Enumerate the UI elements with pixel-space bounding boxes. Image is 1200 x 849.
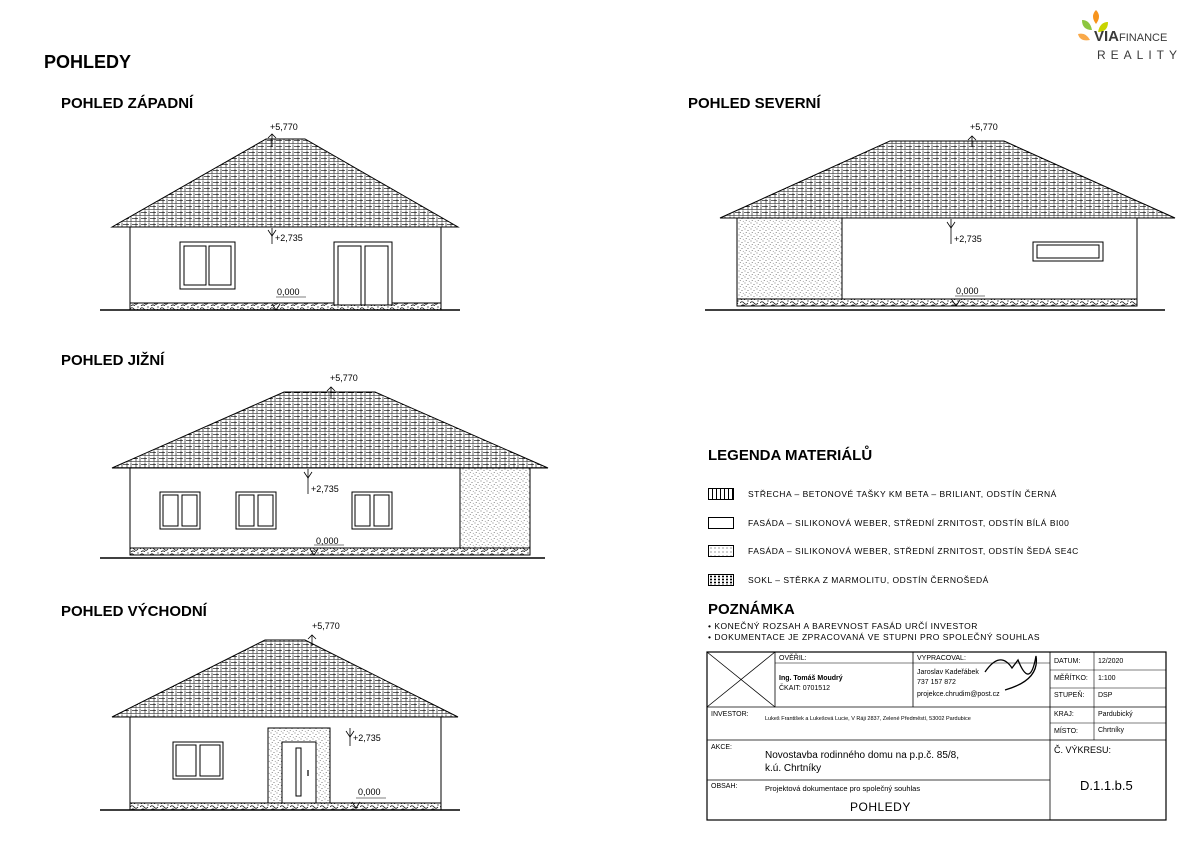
tb-overil-ckait: ČKAIT: 0701512 [779, 685, 830, 692]
tb-investor-value: Lukeš František a Lukešová Lucie, V Ráji 2837, Zelené Předměstí, 53002 Pardubice [765, 716, 971, 722]
tb-stupen-label: STUPEŇ: [1054, 692, 1085, 699]
view-west-title: POHLED ZÁPADNÍ [61, 95, 194, 112]
tb-kraj-label: KRAJ: [1054, 711, 1074, 718]
note-line: • KONEČNÝ ROZSAH A BAREVNOST FASÁD URČÍ INVESTOR [708, 621, 978, 631]
tb-vypracoval-name: Jaroslav Kadeřábek [917, 669, 979, 676]
tb-akce-line1: Novostavba rodinného domu na p.p.č. 85/8, [765, 750, 960, 761]
tb-obsah-label: OBSAH: [711, 783, 738, 790]
note-title: POZNÁMKA [708, 601, 795, 618]
tb-vypracoval-label: VYPRACOVAL: [917, 655, 966, 662]
east-ground-level: 0,000 [358, 787, 381, 797]
page-title: POHLEDY [44, 52, 132, 72]
legend-text: STŘECHA – BETONOVÉ TAŠKY KM BETA – BRILIANT, ODSTÍN ČERNÁ [748, 489, 1057, 499]
tb-akce-label: AKCE: [711, 744, 733, 751]
tb-vypracoval-email: projekce.chrudim@post.cz [917, 691, 1000, 698]
tb-akce-line2: k.ú. Chrtníky [765, 763, 822, 774]
tb-misto-value: Chrtníky [1098, 727, 1125, 734]
tb-overil-name: Ing. Tomáš Moudrý [779, 675, 843, 682]
signature [985, 656, 1036, 690]
logo-finance-text: FINANCE [1119, 32, 1168, 44]
west-ridge-level: +5,770 [270, 122, 298, 132]
legend-text: SOKL – STĚRKA Z MARMOLITU, ODSTÍN ČERNOŠEDÁ [748, 575, 989, 585]
tb-misto-label: MÍSTO: [1054, 728, 1078, 735]
legend-text: FASÁDA – SILIKONOVÁ WEBER, STŘEDNÍ ZRNITOST, ODSTÍN ŠEDÁ SE4C [748, 546, 1079, 556]
north-eaves-level: +2,735 [954, 234, 982, 244]
tb-investor-label: INVESTOR: [711, 711, 749, 718]
tb-vypracoval-phone: 737 157 872 [917, 679, 956, 686]
tb-cvykresu-value: D.1.1.b.5 [1080, 778, 1133, 793]
view-east-title: POHLED VÝCHODNÍ [61, 603, 207, 620]
tb-stupen-value: DSP [1098, 692, 1113, 699]
tb-meritko-label: MĚŘÍTKO: [1054, 675, 1088, 682]
logo-reality-text: REALITY [1097, 48, 1183, 62]
legend-text: FASÁDA – SILIKONOVÁ WEBER, STŘEDNÍ ZRNITOST, ODSTÍN BÍLÁ BI00 [748, 518, 1070, 528]
south-eaves-level: +2,735 [311, 484, 339, 494]
east-ridge-level: +5,770 [312, 621, 340, 631]
east-eaves-level: +2,735 [353, 733, 381, 743]
note-line: • DOKUMENTACE JE ZPRACOVANÁ VE STUPNI PRO SPOLEČNÝ SOUHLAS [708, 632, 1041, 642]
west-ground-level: 0,000 [277, 287, 300, 297]
south-ridge-level: +5,770 [330, 373, 358, 383]
north-ground-level: 0,000 [956, 286, 979, 296]
south-ground-level: 0,000 [316, 536, 339, 546]
west-eaves-level: +2,735 [275, 233, 303, 243]
tb-datum-value: 12/2020 [1098, 658, 1124, 665]
tb-obsah-title: POHLEDY [850, 800, 911, 814]
legend-title: LEGENDA MATERIÁLŮ [708, 447, 873, 464]
view-south-title: POHLED JIŽNÍ [61, 352, 165, 369]
view-north-title: POHLED SEVERNÍ [688, 95, 821, 112]
tb-meritko-value: 1:100 [1098, 675, 1116, 682]
tb-datum-label: DATUM: [1054, 658, 1081, 665]
tb-obsah-value: Projektová dokumentace pro společný souhlas [765, 784, 921, 793]
logo-via-text: VIA [1094, 28, 1120, 45]
tb-kraj-value: Pardubický [1098, 711, 1133, 718]
north-ridge-level: +5,770 [970, 122, 998, 132]
tb-cvykresu-label: Č. VÝKRESU: [1054, 745, 1112, 755]
tb-overil-label: OVĚŘIL: [779, 655, 807, 662]
